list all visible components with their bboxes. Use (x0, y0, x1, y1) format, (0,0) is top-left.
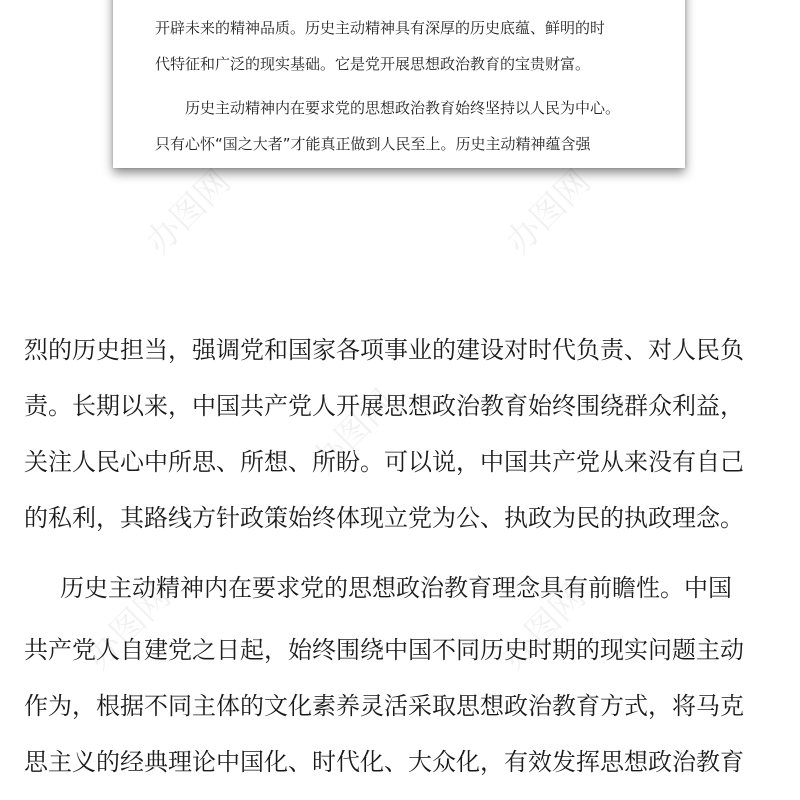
body-text-line: 作为，根据不同主体的文化素养灵活采取思想政治教育方式，将马克 (24, 692, 744, 720)
body-text-line: 共产党人自建党之日起，始终围绕中国不同历史时期的现实问题主动 (24, 636, 744, 664)
body-text-line: 历史主动精神内在要求党的思想政治教育理念具有前瞻性。中国 (60, 574, 732, 602)
card-text-line: 只有心怀“国之大者”才能真正做到人民至上。历史主动精神蕴含强 (155, 135, 591, 153)
body-text-line: 关注人民心中所思、所想、所盼。可以说，中国共产党从来没有自己 (24, 448, 744, 476)
body-text-line: 的私利，其路线方针政策始终体现立党为公、执政为民的执政理念。 (24, 504, 744, 532)
body-text-line: 思主义的经典理论中国化、时代化、大众化，有效发挥思想政治教育 (24, 748, 744, 776)
card-text-line: 开辟未来的精神品质。历史主动精神具有深厚的历史底蕴、鲜明的时 (155, 19, 606, 37)
card-text-line: 代特征和广泛的现实基础。它是党开展思想政治教育的宝贵财富。 (155, 55, 591, 73)
watermark: 办图网 (493, 576, 594, 678)
card-text-line: 历史主动精神内在要求党的思想政治教育始终坚持以人民为中心。 (185, 99, 621, 117)
body-text-line: 责。长期以来，中国共产党人开展思想政治教育始终围绕群众利益， (24, 392, 744, 420)
body-text-line: 烈的历史担当，强调党和国家各项事业的建设对时代负责、对人民负 (24, 336, 744, 364)
watermark: 办图网 (138, 161, 239, 263)
watermark: 办图网 (303, 381, 404, 483)
watermark: 办图网 (78, 576, 179, 678)
watermark: 办图网 (498, 161, 599, 263)
document-card (113, 0, 685, 168)
